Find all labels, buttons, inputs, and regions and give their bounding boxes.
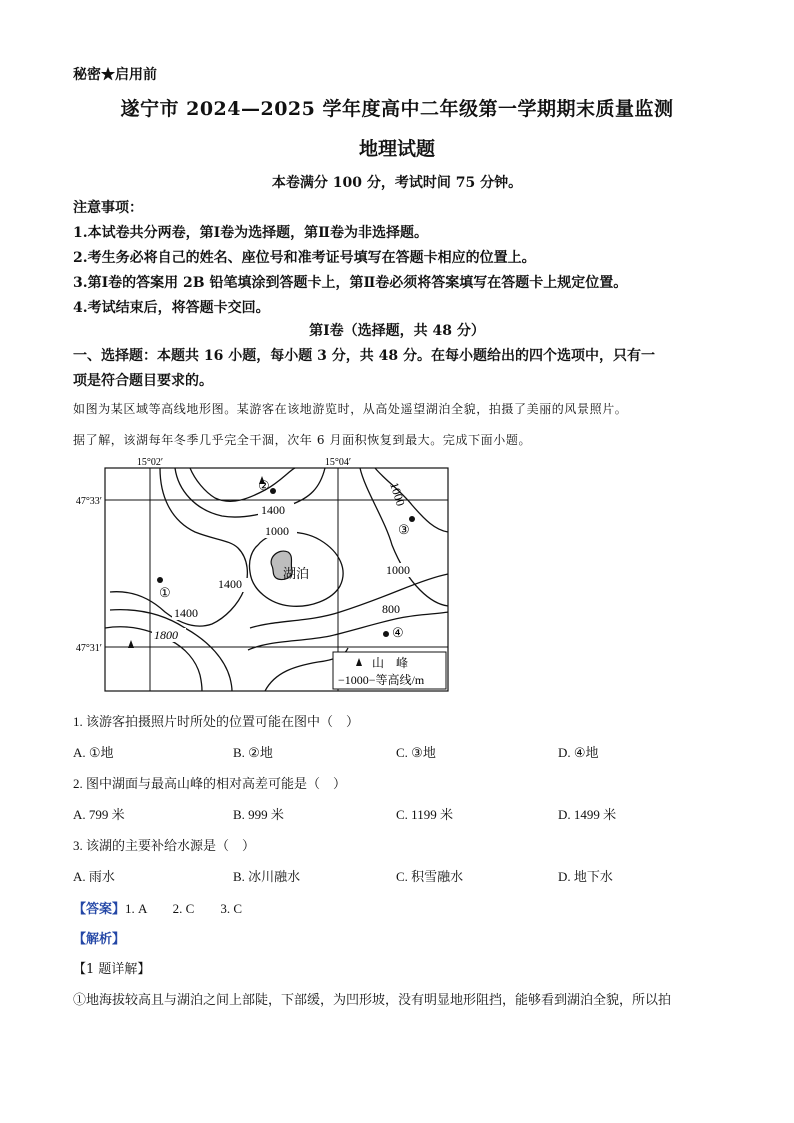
note-item: 2.考生务必将自己的姓名、座位号和准考证号填写在答题卡相应的位置上。 <box>73 250 536 266</box>
point-label: ④ <box>392 625 404 640</box>
option: C. 积雪融水 <box>396 869 464 884</box>
note-item: 3.第Ⅰ卷的答案用 2B 铅笔填涂到答题卡上，第Ⅱ卷必须将答案填写在答题卡上规定位置。 <box>73 275 628 291</box>
point-label: ① <box>159 585 171 600</box>
contour-map <box>60 452 460 697</box>
option: A. 799 米 <box>73 807 125 822</box>
question-stem: 3. 该湖的主要补给水源是（ ） <box>73 838 256 853</box>
detail-label: 【1 题详解】 <box>73 962 151 977</box>
intro-line: 据了解，该湖每年冬季几乎完全干涸，次年 6 月面积恢复到最大。完成下面小题。 <box>73 433 532 447</box>
section-line: 项是符合题目要求的。 <box>73 373 213 389</box>
exam-title: 遂宁市 2024—2025 学年度高中二年级第一学期期末质量监测 <box>120 98 674 120</box>
secret-label: 秘密★启用前 <box>73 67 157 83</box>
lat-label: 47°31′ <box>75 643 102 654</box>
lon-label: 15°02′ <box>136 457 164 468</box>
answer-text: 1. A 2. C 3. C <box>125 901 243 916</box>
contour-label: 1800 <box>154 628 178 642</box>
contour-label: 1000 <box>386 563 410 577</box>
analysis-label: 【解析】 <box>73 932 126 947</box>
contour-label: 800 <box>382 602 400 616</box>
option: B. ②地 <box>233 745 273 760</box>
point-label: ③ <box>398 522 410 537</box>
note-item: 4.考试结束后，将答题卡交回。 <box>73 300 270 316</box>
section-instructions <box>73 344 728 394</box>
peak-icon <box>128 640 134 648</box>
intro-line: 如图为某区域等高线地形图。某游客在该地游览时，从高处遥望湖泊全貌，拍摄了美丽的风景照片。 <box>73 402 628 416</box>
contour-label: 1000 <box>265 524 289 538</box>
answer-line <box>73 898 242 917</box>
note-item: 1.本试卷共分两卷，第Ⅰ卷为选择题，第Ⅱ卷为非选择题。 <box>73 225 428 241</box>
lon-label: 15°04′ <box>324 457 352 468</box>
option: D. 1499 米 <box>558 807 617 822</box>
option: B. 999 米 <box>233 807 284 822</box>
question-stem: 2. 图中湖面与最高山峰的相对高差可能是（ ） <box>73 776 347 791</box>
exam-subtitle: 本卷满分 100 分，考试时间 75 分钟。 <box>271 175 523 191</box>
contour-label: 1400 <box>261 503 285 517</box>
point-marker <box>383 631 389 637</box>
lake-label: 湖泊 <box>283 566 310 581</box>
question-stem: 1. 该游客拍摄照片时所处的位置可能在图中（ ） <box>73 714 360 729</box>
lat-label: 47°33′ <box>75 496 102 507</box>
point-label: ② <box>258 478 270 493</box>
option: D. 地下水 <box>558 869 613 884</box>
label-mask <box>220 568 222 570</box>
option: A. 雨水 <box>73 869 115 884</box>
option: C. 1199 米 <box>396 807 453 822</box>
notes-heading: 注意事项： <box>73 200 143 216</box>
legend-contour: −1000−等高线/m <box>338 673 425 687</box>
subject-title: 地理试题 <box>358 138 435 160</box>
option: A. ①地 <box>73 745 114 760</box>
answer-label: 【答案】 <box>73 901 126 916</box>
contour-label: 1000 <box>387 480 408 508</box>
point-marker <box>157 577 163 583</box>
section-line: 一、选择题：本题共 16 小题，每小题 3 分，共 48 分。在每小题给出的四个选项中，只有一 <box>73 348 655 364</box>
option: D. ④地 <box>558 745 599 760</box>
option: B. 冰川融水 <box>233 869 301 884</box>
part1-heading: 第Ⅰ卷（选择题，共 48 分） <box>309 323 485 339</box>
legend-peak: 山 峰 <box>372 656 409 670</box>
contour-label: 1400 <box>218 577 242 591</box>
option: C. ③地 <box>396 745 436 760</box>
analysis-paragraph: ①地海拔较高且与湖泊之间上部陡，下部缓，为凹形坡，没有明显地形阻挡，能够看到湖泊全貌，所以拍 <box>73 993 672 1008</box>
point-marker <box>409 516 415 522</box>
point-marker <box>270 488 276 494</box>
contour-label: 1400 <box>174 606 198 620</box>
